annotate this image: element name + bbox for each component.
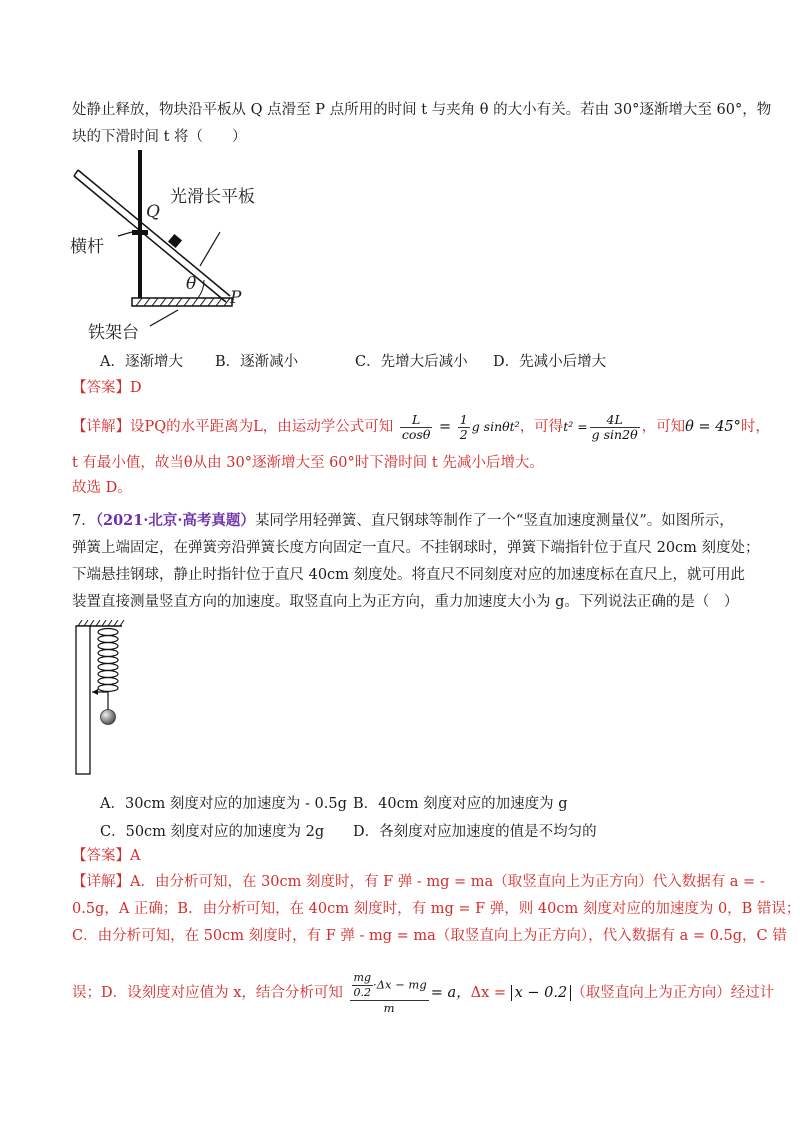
q6-option-d[interactable]: D．先减小后增大 — [493, 354, 607, 370]
q7-detail-tag: 【详解】 — [72, 874, 130, 890]
q7-stem-text1: 某同学用轻弹簧、直尺钢球等制作了一个“竖直加速度测量仪”。如图所示， — [254, 513, 734, 529]
q7-option-b[interactable]: B．40cm 刻度对应的加速度为 g — [353, 796, 568, 812]
q7-stem-line4: 装置直接测量竖直方向的加速度。取竖直向上为正方向，重力加速度大小为 g。下列说法正确的是（ ） — [72, 594, 739, 610]
q7-detail-line2: 0.5g，A 正确；B．由分析可知，在 40cm 刻度时，有 mg = F 弹，则 40cm 刻度对应的加速度为 0，B 错误； — [72, 901, 800, 917]
q6-detail-line1: 【详解】设PQ的水平距离为L，由运动学公式可知 $\frac{L}{\cos\theta}$ = $\frac{1}{2}$ g sinθt²，可得t² = $\frac{4L}{\text{g sin2θ}}$ ，可知θ = 45°时， — [72, 411, 770, 442]
detail-text-a: 设PQ的水平距离为L，由运动学公式可知 — [130, 419, 394, 435]
q7-eq-frac: $\frac{mg}{0.2}$ ·Δx − mg m — [350, 971, 429, 1015]
q7-detail-line3: C．由分析可知，在 50cm 刻度时，有 F 弹 - mg = ma（取竖直向上为正方向），代入数据有 a = 0.5g，C 错 — [72, 928, 787, 944]
q7-detail-text1: A．由分析可知，在 30cm 刻度时，有 F 弹 - mg = ma（取竖直向上为正方向）代入数据有 a = - — [130, 874, 765, 890]
eq2-rhs: $\frac{4L}{\text{g sin2θ}}$ — [591, 411, 638, 442]
detail-text-b: ，可得 — [519, 419, 564, 435]
eq1-rhs-half: $\frac{1}{2}$ — [459, 411, 468, 442]
answer-tag: 【答案】 — [72, 380, 130, 396]
q7-source: （2021·北京·高考真题） — [95, 512, 255, 529]
q7-stem-line3: 下端悬挂钢球，静止时指针位于直尺 40cm 刻度处。将直尺不同刻度对应的加速度标在直尺上，就可用此 — [72, 567, 746, 583]
q7-answer-value: A — [130, 848, 141, 864]
spring-figure — [74, 620, 144, 780]
label-P: P — [230, 288, 242, 308]
q7-eq-rhs: = a， — [430, 985, 471, 1001]
label-stand: 铁架台 — [88, 323, 139, 343]
label-rod: 横杆 — [70, 237, 104, 257]
q7-option-c[interactable]: C．50cm 刻度对应的加速度为 2g — [100, 824, 325, 840]
q6-stem-line2: 块的下滑时间 t 将（ ） — [72, 129, 247, 145]
q7-detail-line4 — [72, 964, 774, 1022]
q7-detail-line1 — [72, 872, 765, 892]
eq1-rhs-tail: g sinθt² — [471, 419, 520, 434]
eq1-lhs: $\frac{L}{\cos\theta}$ — [401, 411, 431, 442]
q7-stem-line2: 弹簧上端固定，在弹簧旁沿弹簧长度方向固定一直尺。不挂钢球时，弹簧下端指针位于直尺 20cm 刻度处； — [72, 540, 760, 556]
eq3: θ = 45° — [685, 419, 741, 435]
q7-detail-text4b: Δx = — [470, 985, 507, 1001]
q7-abs-expr: x − 0.2 — [511, 985, 572, 1001]
q7-detail-text4c: （取竖直向上为正方向）经过计 — [571, 985, 775, 1001]
q7-option-a[interactable]: A．30cm 刻度对应的加速度为 - 0.5g — [100, 796, 347, 812]
q6-detail-line2: t 有最小值，故当θ从由 30°逐渐增大至 60°时下滑时间 t 先减小后增大。 — [72, 455, 544, 471]
label-plank: 光滑长平板 — [170, 187, 255, 207]
q7-stem-line1 — [72, 511, 734, 531]
incline-figure — [70, 150, 310, 350]
q6-answer — [72, 378, 142, 398]
q6-option-b[interactable]: B．逐渐减小 — [215, 354, 299, 370]
eq2-lhs: t² = — [563, 419, 588, 434]
detail-text-d: 时， — [740, 419, 770, 435]
q7-option-d[interactable]: D．各刻度对应加速度的值是不均匀的 — [353, 824, 597, 840]
q6-conclusion: 故选 D。 — [72, 480, 132, 496]
q6-stem-line1: 处静止释放，物块沿平板从 Q 点滑至 P 点所用的时间 t 与夹角 θ 的大小有关。若由 30°逐渐增大至 60°，物 — [72, 102, 772, 118]
label-Q: Q — [146, 202, 160, 222]
detail-tag: 【详解】 — [72, 419, 130, 435]
q6-option-c[interactable]: C．先增大后减小 — [355, 354, 468, 370]
q6-option-a[interactable]: A．逐渐增大 — [100, 354, 183, 370]
label-theta: θ — [186, 274, 197, 294]
q7-detail-text4a: 误；D．设刻度对应值为 x，结合分析可知 — [72, 985, 343, 1001]
spring-diagram — [74, 620, 144, 780]
q7-number: 7． — [72, 513, 96, 529]
detail-text-c: ，可知 — [641, 419, 686, 435]
answer-value: D — [130, 380, 142, 396]
q7-answer — [72, 846, 140, 866]
q7-answer-tag: 【答案】 — [72, 848, 130, 864]
